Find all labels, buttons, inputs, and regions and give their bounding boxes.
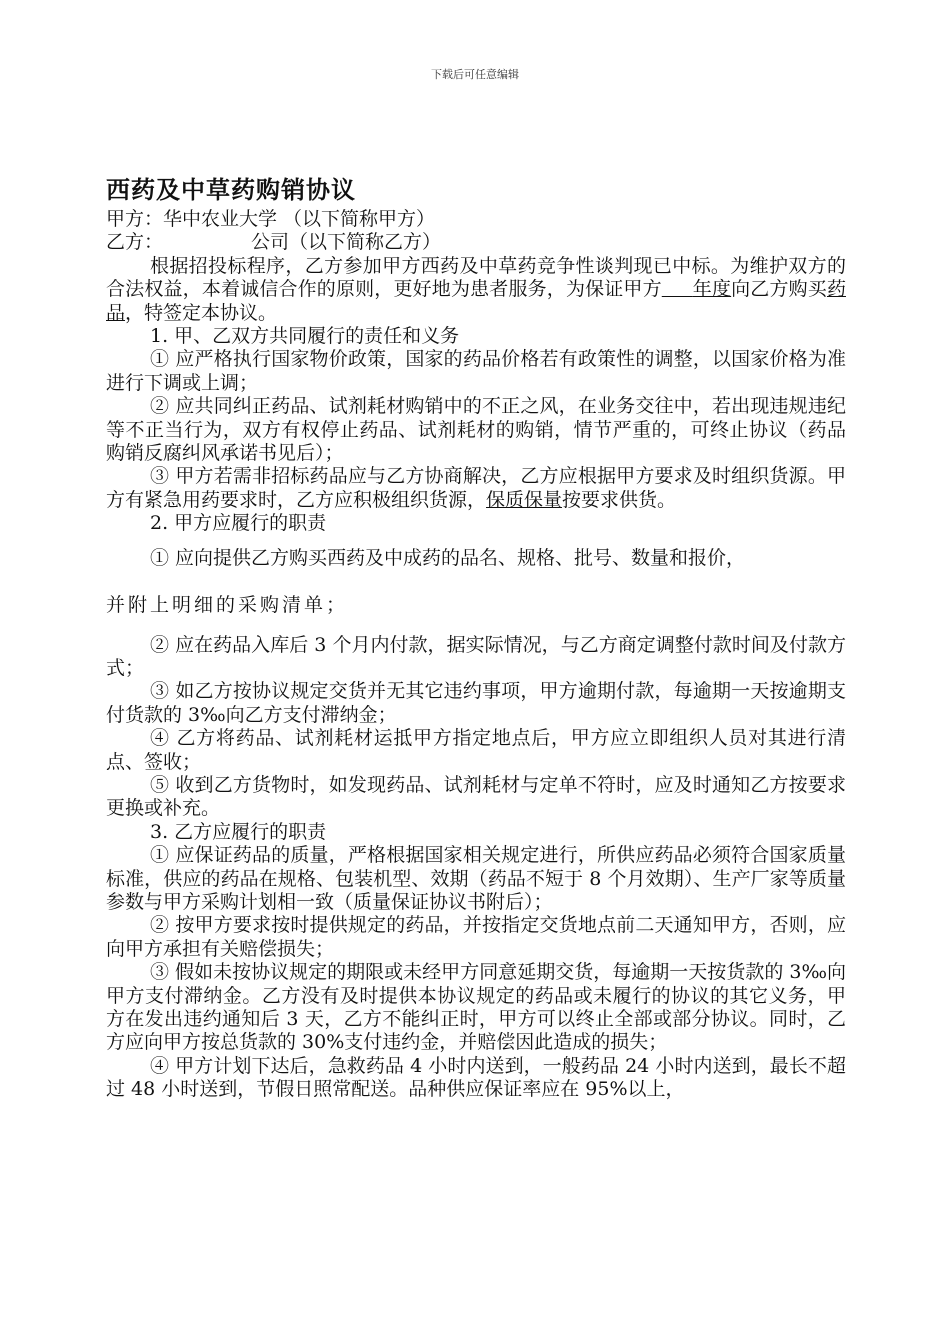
section2-item5: ⑤ 收到乙方货物时，如发现药品、试剂耗材与定单不符时，应及时通知乙方按要求更换或补充。 bbox=[106, 773, 846, 820]
section1-item3-part1: ③ 甲方若需非招标药品应与乙方协商解决，乙方应根据甲方要求及时组织货源。甲方有紧急用药要求时，乙方应积极组织货源， bbox=[106, 465, 846, 511]
document-title: 西药及中草药购销协议 bbox=[106, 176, 356, 204]
section2-item4: ④ 乙方将药品、试剂耗材运抵甲方指定地点后，甲方应立即组织人员对其进行清点、签收； bbox=[106, 727, 846, 773]
party-b-prefix: 乙方： bbox=[106, 231, 164, 254]
section1-item3-part2: 按要求供货。 bbox=[562, 488, 677, 511]
year-blank bbox=[662, 278, 731, 300]
header-note: 下载后可任意编辑 bbox=[431, 68, 519, 81]
section1-item2: ② 应共同纠正药品、试剂耗材购销中的不正之风，在业务交往中，若出现违规违纪等不正当行为，双方有权停止药品、试剂耗材的购销，情节严重的，可终止协议（药品购销反腐纠风承诺书见后）； bbox=[106, 395, 846, 465]
year-label: 年度 bbox=[692, 278, 732, 301]
section1-heading: 1. 甲、乙双方共同履行的责任和义务 bbox=[150, 325, 460, 348]
section2-item1-line1: ① 应向提供乙方购买西药及中成药的品名、规格、批号、数量和报价， bbox=[150, 546, 746, 569]
section3-item4: ④ 甲方计划下达后，急救药品 4 小时内送到，一般药品 24 小时内送到，最长不超过 48 小时送到，节假日照常配送。品种供应保证率应在 95%以上， bbox=[106, 1054, 846, 1101]
section2-heading: 2. 甲方应履行的职责 bbox=[150, 512, 327, 535]
intro-part1: 根据招投标程序，乙方参加甲方西药及中草药竞争性谈判现已中标。为维护双方的合法权益，本着诚信合作的原则，更好地为患者服务，为保证甲方 bbox=[106, 254, 846, 301]
section2-item2: ② 应在药品入库后 3 个月内付款，据实际情况，与乙方商定调整付款时间及付款方式； bbox=[106, 633, 846, 679]
party-b bbox=[106, 231, 846, 254]
section3-item2: ② 按甲方要求按时提供规定的药品，并按指定交货地点前二天通知甲方，否则，应向甲方承担有关赔偿损失； bbox=[106, 914, 846, 960]
intro-part3: ，特签定本协议。 bbox=[125, 301, 278, 324]
document-body bbox=[106, 208, 846, 1102]
section1-item1: ① 应严格执行国家物价政策，国家的药品价格若有政策性的调整，以国家价格为准进行下调或上调； bbox=[106, 348, 846, 394]
party-a: 甲方：华中农业大学 （以下简称甲方） bbox=[106, 208, 436, 230]
intro-paragraph bbox=[106, 255, 846, 325]
section3-item3: ③ 假如未按协议规定的期限或未经甲方同意延期交货，每逾期一天按货款的 3‰向甲方支付滞纳金。乙方没有及时提供本协议规定的药品或未履行的协议的其它义务，甲方在发出违约通知后 3 天，乙方不能纠正时，甲方可以终止全部或部分协议。同时，乙方应向甲方按总货款的 30%支付违约金，并赔偿因此造成的损失； bbox=[106, 961, 846, 1054]
section3-heading: 3. 乙方应履行的职责 bbox=[150, 820, 327, 843]
section1-item3 bbox=[106, 465, 846, 512]
party-b-suffix: 公司（以下简称乙方） bbox=[251, 231, 442, 254]
intro-part2: 向乙方购买 bbox=[731, 278, 827, 301]
drug-label: 药品 bbox=[106, 278, 846, 324]
quality-guarantee: 保质保量 bbox=[486, 488, 563, 511]
section3-item1: ① 应保证药品的质量，严格根据国家相关规定进行，所供应药品必须符合国家质量标准，供应的药品在规格、包装机型、效期（药品不短于 8 个月效期）、生产厂家等质量参数与甲方采购计划相一致（质量保证协议书附后）； bbox=[106, 844, 846, 913]
section2-item1-line2: 并附上明细的采购清单； bbox=[106, 594, 349, 617]
section2-item3: ③ 如乙方按协议规定交货并无其它违约事项，甲方逾期付款，每逾期一天按逾期支付货款的 3‰向乙方支付滞纳金； bbox=[106, 680, 846, 726]
